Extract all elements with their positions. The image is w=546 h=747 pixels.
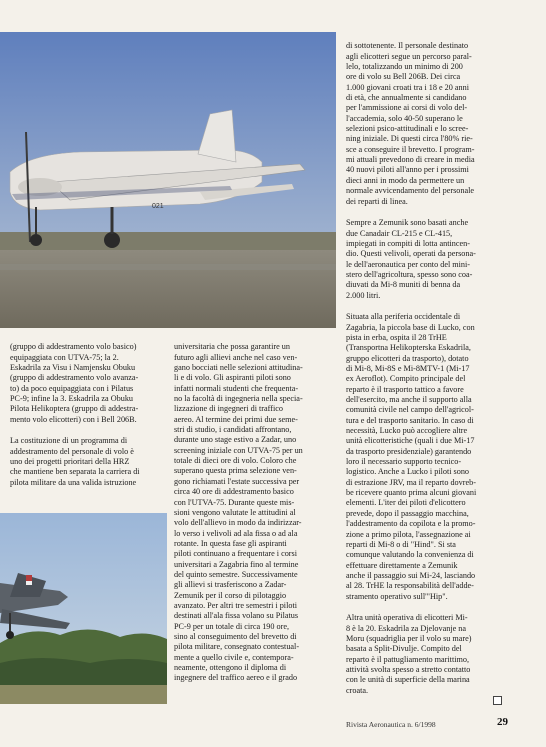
text-column-3 bbox=[346, 31, 506, 706]
text-column-2 bbox=[174, 332, 334, 712]
paragraph: Altra unità operativa di elicotteri Mi- 8 è la 20. Eskadrila za Djelovanje na Moru (squadriglia per il volo su mare) basata a Split-Divulje. Compito del reparto è il pattugliamento marittimo, attività svolta spesso a stretto contatto con le unità di superficie della marina croata. bbox=[346, 613, 472, 695]
footer-magazine: Rivista Aeronautica n. 6/1998 bbox=[346, 720, 436, 729]
page-number: 29 bbox=[497, 716, 508, 728]
photo-jet-trainer bbox=[0, 513, 167, 704]
text-column-1 bbox=[10, 332, 170, 512]
jet-photo-graphic bbox=[0, 513, 167, 704]
tail-code-text: 021 bbox=[152, 203, 164, 210]
article-end-mark bbox=[493, 696, 502, 705]
aircraft-photo-graphic bbox=[0, 32, 336, 328]
paragraph: La costituzione di un programma di addestramento del personale di volo è uno dei progetti prioritari della HRZ che mantiene ben separata la carriera di pilota militare da una valida istruzione bbox=[10, 436, 140, 487]
photo-transport-aircraft bbox=[0, 32, 336, 328]
paragraph: Sempre a Zemunik sono basati anche due Canadair CL-215 e CL-415, impiegati in compiti di lotta antincen- dio. Questi velivoli, operati da persona- le dell'aeronautica per conto del mini- stero dell'agricoltura, spesso sono coa- diuvati da Mi-8 muniti di benna da 2.000 litri. bbox=[346, 218, 476, 300]
paragraph: (gruppo di addestramento volo basico) equipaggiata con UTVA-75; la 2. Eskadrila za Visu i Namjensku Obuku (gruppo di addestramento volo avanza- to) da poco equipaggiata con i Pilatus PC-9; infine la 3. Eskadrila za Obuku Pilota Helikoptera (gruppo di addestra- mento volo elicotteri) con i Bell 206B. bbox=[10, 342, 139, 424]
paragraph: di sottotenente. Il personale destinato agli elicotteri segue un percorso paral- lelo, totalizzando un minimo di 200 ore di volo su Bell 206B. Dei circa 1.000 giovani croati tra i 18 e 20 anni di età, che annualmente si candidano per l'ammissione ai corsi di volo del- l'accademia, solo 40-50 superano le selezioni psico-attitudinali e lo scree- ning iniziale. Di questi circa l'80% rie- sce a conseguire il brevetto. I program- mi attuali prevedono di creare in media 40 nuovi piloti all'anno per i prossimi dieci anni in modo da permettere un normale avvicendamento del personale dei reparti di linea. bbox=[346, 41, 475, 206]
paragraph: universitaria che possa garantire un futuro agli allievi anche nel caso ven- gano bocciati nelle selezioni attitudina- li e di volo. Gli aspiranti piloti sono infatti normali studenti che frequenta- no la facoltà di ingegneria nella specia- lizzazione di ingegneri di traffico aereo. Al termine dei primi due seme- stri di studio, i candidati affrontano, durante uno stage estivo a Zadar, uno screening iniziale con UTVA-75 per un totale di dieci ore di volo. Coloro che superano questa prima selezione ven- gono richiamati l'estate successiva per circa 40 ore di addestramento basico con l'UTVA-75. Durante queste mis- sioni vengono valutate le attitudini al volo dell'allievo in modo da indirizzar- lo verso i velivoli ad ala fissa o ad ala rotante. In questa fase gli aspiranti piloti continuano a frequentare i corsi universitari a Zagabria fino al termine del quinto semestre. Successivamente gli allievi si trasferiscono a Zadar- Zemunik per il corso di pilotaggio avanzato. Per altri tre semestri i piloti destinati all'ala fissa volano su Pilatus PC-9 per un totale di circa 190 ore, sino al conseguimento del brevetto di pilota militare, consegnato contestual- mente a quello civile e, contempora- neamente, ottengono il diploma di ingegnere del traffico aereo e il grado bbox=[174, 342, 303, 683]
paragraph: Situata alla periferia occidentale di Zagabria, la piccola base di Lucko, con pista in erba, ospita il 28 TrHE (Transportna Helikopterska Eskadrila, gruppo elicotteri da trasporto), dotato di Mi-8, Mi-8S e Mi-8MTV-1 (Mi-17 ex Aeroflot). Compito principale del reparto è il trasporto tattico a favore dell'esercito, ma anche il supporto alla comunità civile nel campo dell'agricol- tura e del trasporto sanitario. In caso di necessità, Lucko può accogliere altre unità elicotteristiche (quali i due Mi-17 da trasporto presidenziale) garantendo loro il necessario supporto tecnico- logistico. Anche a Lucko i piloti sono di estrazione JRV, ma il reparto dovreb- be ricevere quanto prima alcuni giovani elementi. L'iter dei piloti d'elicottero prevede, dopo il passaggio macchina, l'addestramento da copilota e la promo- zione a primo pilota, l'assegnazione ai reparti di Mi-8 o di "Hind". Si sta comunque valutando la convenienza di effettuare direttamente a Zemunik anche il passaggio sui Mi-24, lasciando al 28. TrHE la responsabilità dell'adde- stramento operativo sull'"Hip". bbox=[346, 312, 477, 601]
